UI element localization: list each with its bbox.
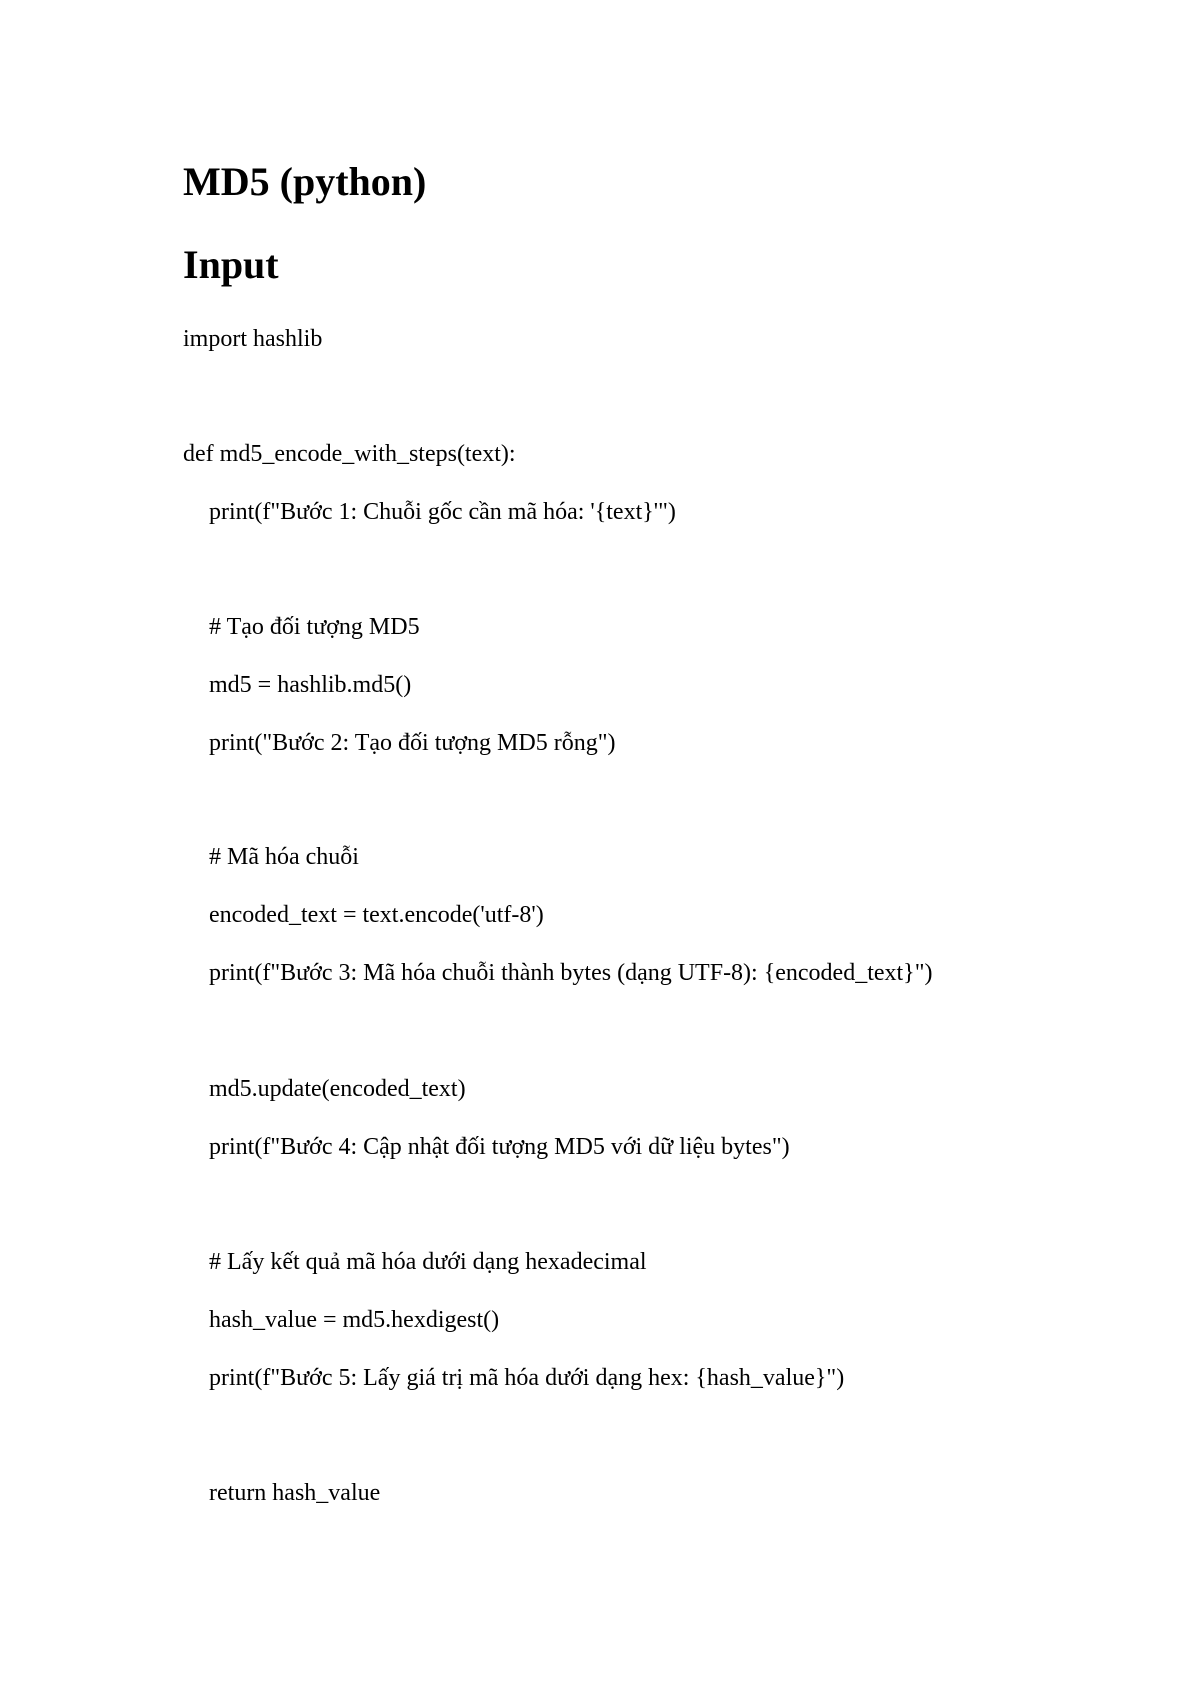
code-line: encoded_text = text.encode('utf-8') xyxy=(209,902,544,928)
code-line: print(f"Bước 4: Cập nhật đối tượng MD5 với dữ liệu bytes") xyxy=(209,1134,790,1160)
code-line: print(f"Bước 1: Chuỗi gốc cần mã hóa: '{text}'") xyxy=(209,499,676,525)
code-line: return hash_value xyxy=(209,1480,381,1506)
code-line: import hashlib xyxy=(183,326,323,352)
code-comment: # Lấy kết quả mã hóa dưới dạng hexadecimal xyxy=(209,1249,647,1275)
code-line: md5 = hashlib.md5() xyxy=(209,672,412,698)
code-comment: # Mã hóa chuỗi xyxy=(209,844,359,870)
code-line: md5.update(encoded_text) xyxy=(209,1076,466,1102)
section-heading: Input xyxy=(183,242,279,287)
code-line: print(f"Bước 3: Mã hóa chuỗi thành bytes (dạng UTF-8): {encoded_text}") xyxy=(209,960,933,986)
code-line: print(f"Bước 5: Lấy giá trị mã hóa dưới dạng hex: {hash_value}") xyxy=(209,1365,845,1391)
code-line: def md5_encode_with_steps(text): xyxy=(183,441,516,467)
code-line: hash_value = md5.hexdigest() xyxy=(209,1307,500,1333)
document-title: MD5 (python) xyxy=(183,159,427,204)
code-comment: # Tạo đối tượng MD5 xyxy=(209,614,420,640)
code-line: print("Bước 2: Tạo đối tượng MD5 rỗng") xyxy=(209,730,616,756)
